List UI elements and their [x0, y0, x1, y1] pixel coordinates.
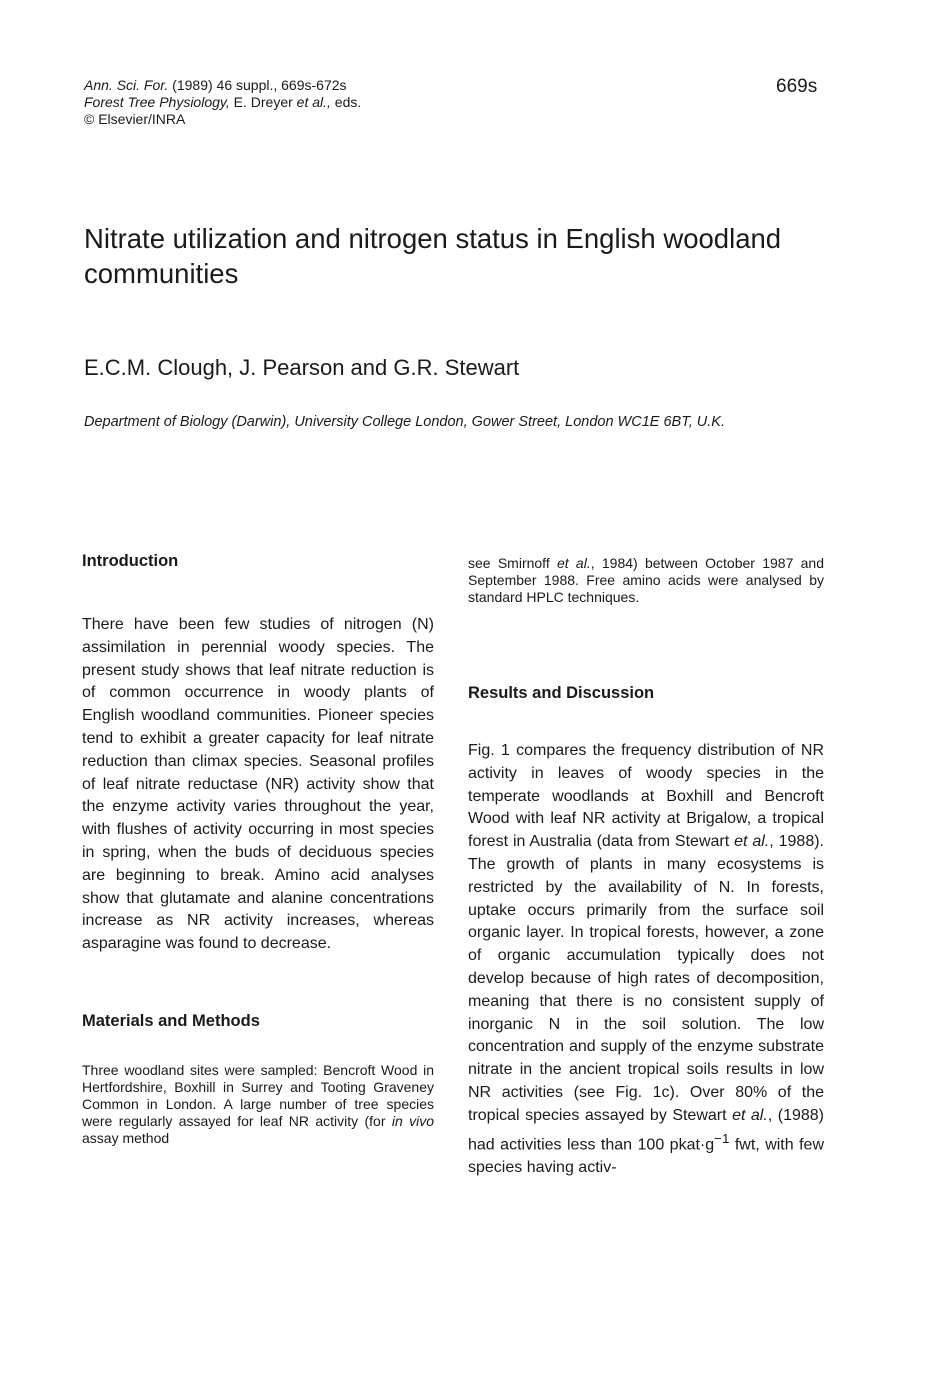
book-editor: E. Dreyer	[229, 94, 297, 110]
copyright-line: © Elsevier/INRA	[84, 111, 186, 127]
methods-text	[82, 1062, 434, 1147]
unit-superscript: −1	[714, 1130, 730, 1146]
methods-continued-text	[468, 555, 824, 606]
left-column	[82, 550, 434, 1147]
right-column	[468, 550, 824, 1179]
introduction-text: There have been few studies of nitrogen (N) assimilation in perennial woody species. The present study shows that leaf nitrate reduction is of common occurrence in woody plants of English woodland communities. Pioneer species tend to exhibit a greater capacity for leaf nitrate reduction than climax species. Seasonal profiles of leaf nitrate reductase (NR) activity show that the enzyme activity varies throughout the year, with flushes of activity occurring in most species in spring, when the buds of deciduous species are beginning to break. Amino acid analyses show that glutamate and alanine concentrations increase as NR activity increases, whereas asparagine was found to decrease.	[82, 616, 434, 953]
methods-continued-part: , 1984) between October 1987 and September 1988. Free amino acids were analysed by standard HPLC techniques.	[468, 555, 824, 605]
paper-title: Nitrate utilization and nitrogen status in English woodland communities	[84, 223, 782, 289]
book-title: Forest Tree Physiology,	[84, 94, 230, 110]
page-number: 669s	[776, 76, 818, 97]
book-line	[84, 94, 644, 111]
methods-text-italic: in vivo	[391, 1112, 434, 1129]
results-heading: Results and Discussion	[468, 684, 655, 702]
results-text-italic: et al.	[732, 1106, 768, 1124]
affiliation: Department of Biology (Darwin), University College London, Gower Street, London WC1E 6BT, U.K.	[84, 414, 725, 430]
methods-continued-italic: et al.	[556, 555, 591, 571]
citation-line	[84, 77, 644, 94]
journal-volume: (1989) 46 suppl., 669s-672s	[168, 77, 347, 93]
methods-heading: Materials and Methods	[82, 1011, 260, 1030]
book-eds: eds.	[330, 94, 362, 110]
methods-text-part: assay method	[82, 1129, 170, 1146]
methods-text-part: Three woodland sites were sampled: Bencroft Wood in Hertfordshire, Boxhill in Surrey and Tooting Graveney Common in London. A large number of tree species were regularly assayed for leaf NR activity (for	[82, 1061, 434, 1129]
results-text-part: fwt, with few species having activ-	[468, 1135, 825, 1176]
journal-name: Ann. Sci. For.	[84, 77, 169, 93]
book-etal: et al.,	[296, 94, 331, 110]
results-text-part: , (1988) had activities less than 100 pkat·g	[468, 1106, 825, 1153]
methods-continued-part: see Smirnoff	[468, 555, 557, 571]
results-text-italic: et al.	[734, 833, 770, 851]
results-text-part: Fig. 1 compares the frequency distribution of NR activity in leaves of woody species in the temperate woodlands at Boxhill and Bencroft Wood with leaf NR activity at Brigalow, a tropical forest in Australia (data from Stewart	[468, 742, 824, 851]
results-text	[468, 740, 824, 1179]
introduction-heading: Introduction	[82, 552, 179, 570]
author-list: E.C.M. Clough, J. Pearson and G.R. Stewart	[84, 355, 520, 380]
journal-header	[84, 77, 644, 128]
results-text-part: , 1988). The growth of plants in many ecosystems is restricted by the availability of N. In forests, uptake occurs primarily from the surface soil organic layer. In tropical forests, however, a zone of organic accumulation typically does not develop because of high rates of decomposition, meaning that there is no consistent supply of inorganic N in the soil solution. The low concentration and supply of the enzyme substrate nitrate in the ancient tropical soils results in low NR activities (see Fig. 1c). Over 80% of the tropical species assayed by Stewart	[468, 833, 825, 1124]
